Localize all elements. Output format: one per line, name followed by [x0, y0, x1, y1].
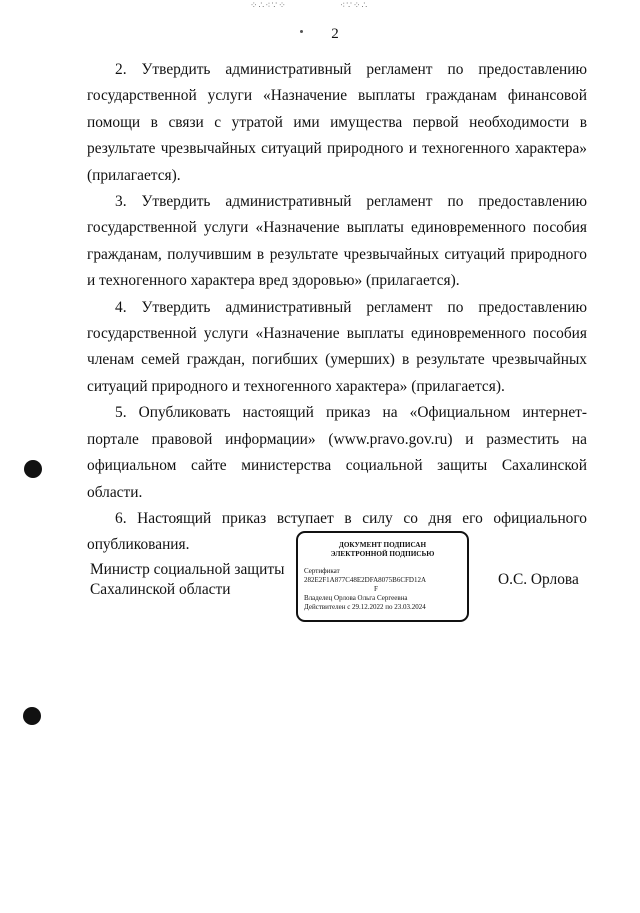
page-number: 2 — [331, 26, 339, 42]
stamp-certificate: Сертификат 282E2F1A877C48E2DFA8075B6CFD12A — [304, 567, 426, 584]
paragraph-5: 5. Опубликовать настоящий приказ на «Официальном интернет-портале правовой информации» (www.pravo.gov.ru) и разместить на официальном сайте министерства социальной защиты Сахалинской области. — [87, 404, 587, 501]
paragraph-2: 2. Утвердить административный регламент по предоставлению государственной услуги «Назначение выплаты гражданам финансовой помощи в связи с утратой ими имущества первой необходимости в результате чрезвычайных ситуаций природного и техногенного характера» (прилагается). — [87, 61, 587, 184]
signer-position-line1: Министр социальной защиты — [90, 561, 285, 578]
punch-hole — [23, 707, 41, 725]
signer-name: О.С. Орлова — [498, 571, 579, 588]
stamp-title-line2: ЭЛЕКТРОННОЙ ПОДПИСЬЮ — [330, 550, 435, 558]
stamp-certificate-cont: F — [374, 585, 378, 593]
scan-artifact: ⁖∵⁘∴ — [340, 0, 369, 10]
stamp-owner: Владелец Орлова Ольга Сергеевна — [304, 594, 408, 602]
paragraph-6: 6. Настоящий приказ вступает в силу со дня его официального опубликования. — [87, 509, 587, 554]
stamp-validity: Действителен с 29.12.2022 по 23.03.2024 — [304, 603, 426, 611]
punch-hole — [24, 460, 42, 478]
signer-position-line2: Сахалинской области — [90, 581, 231, 598]
paragraph-4: 4. Утвердить административный регламент по предоставлению государственной услуги «Назначение выплаты единовременного пособия членам семей граждан, погибших (умерших) в результате чрезвычайных ситуаций природного и техногенного характера» (прилагается). — [87, 298, 587, 395]
electronic-signature-stamp — [296, 531, 469, 622]
signer-position — [90, 560, 284, 600]
paragraph-3: 3. Утвердить административный регламент по предоставлению государственной услуги «Назначение выплаты единовременного пособия гражданам, получившим в результате чрезвычайных ситуаций природного и техногенного характера вред здоровью» (прилагается). — [87, 193, 587, 290]
scan-artifact: ⁘∴⁖∵⁘ — [250, 0, 287, 10]
stamp-title-line1: ДОКУМЕНТ ПОДПИСАН — [338, 541, 427, 549]
document-body — [87, 57, 587, 559]
scan-dot — [300, 30, 303, 33]
